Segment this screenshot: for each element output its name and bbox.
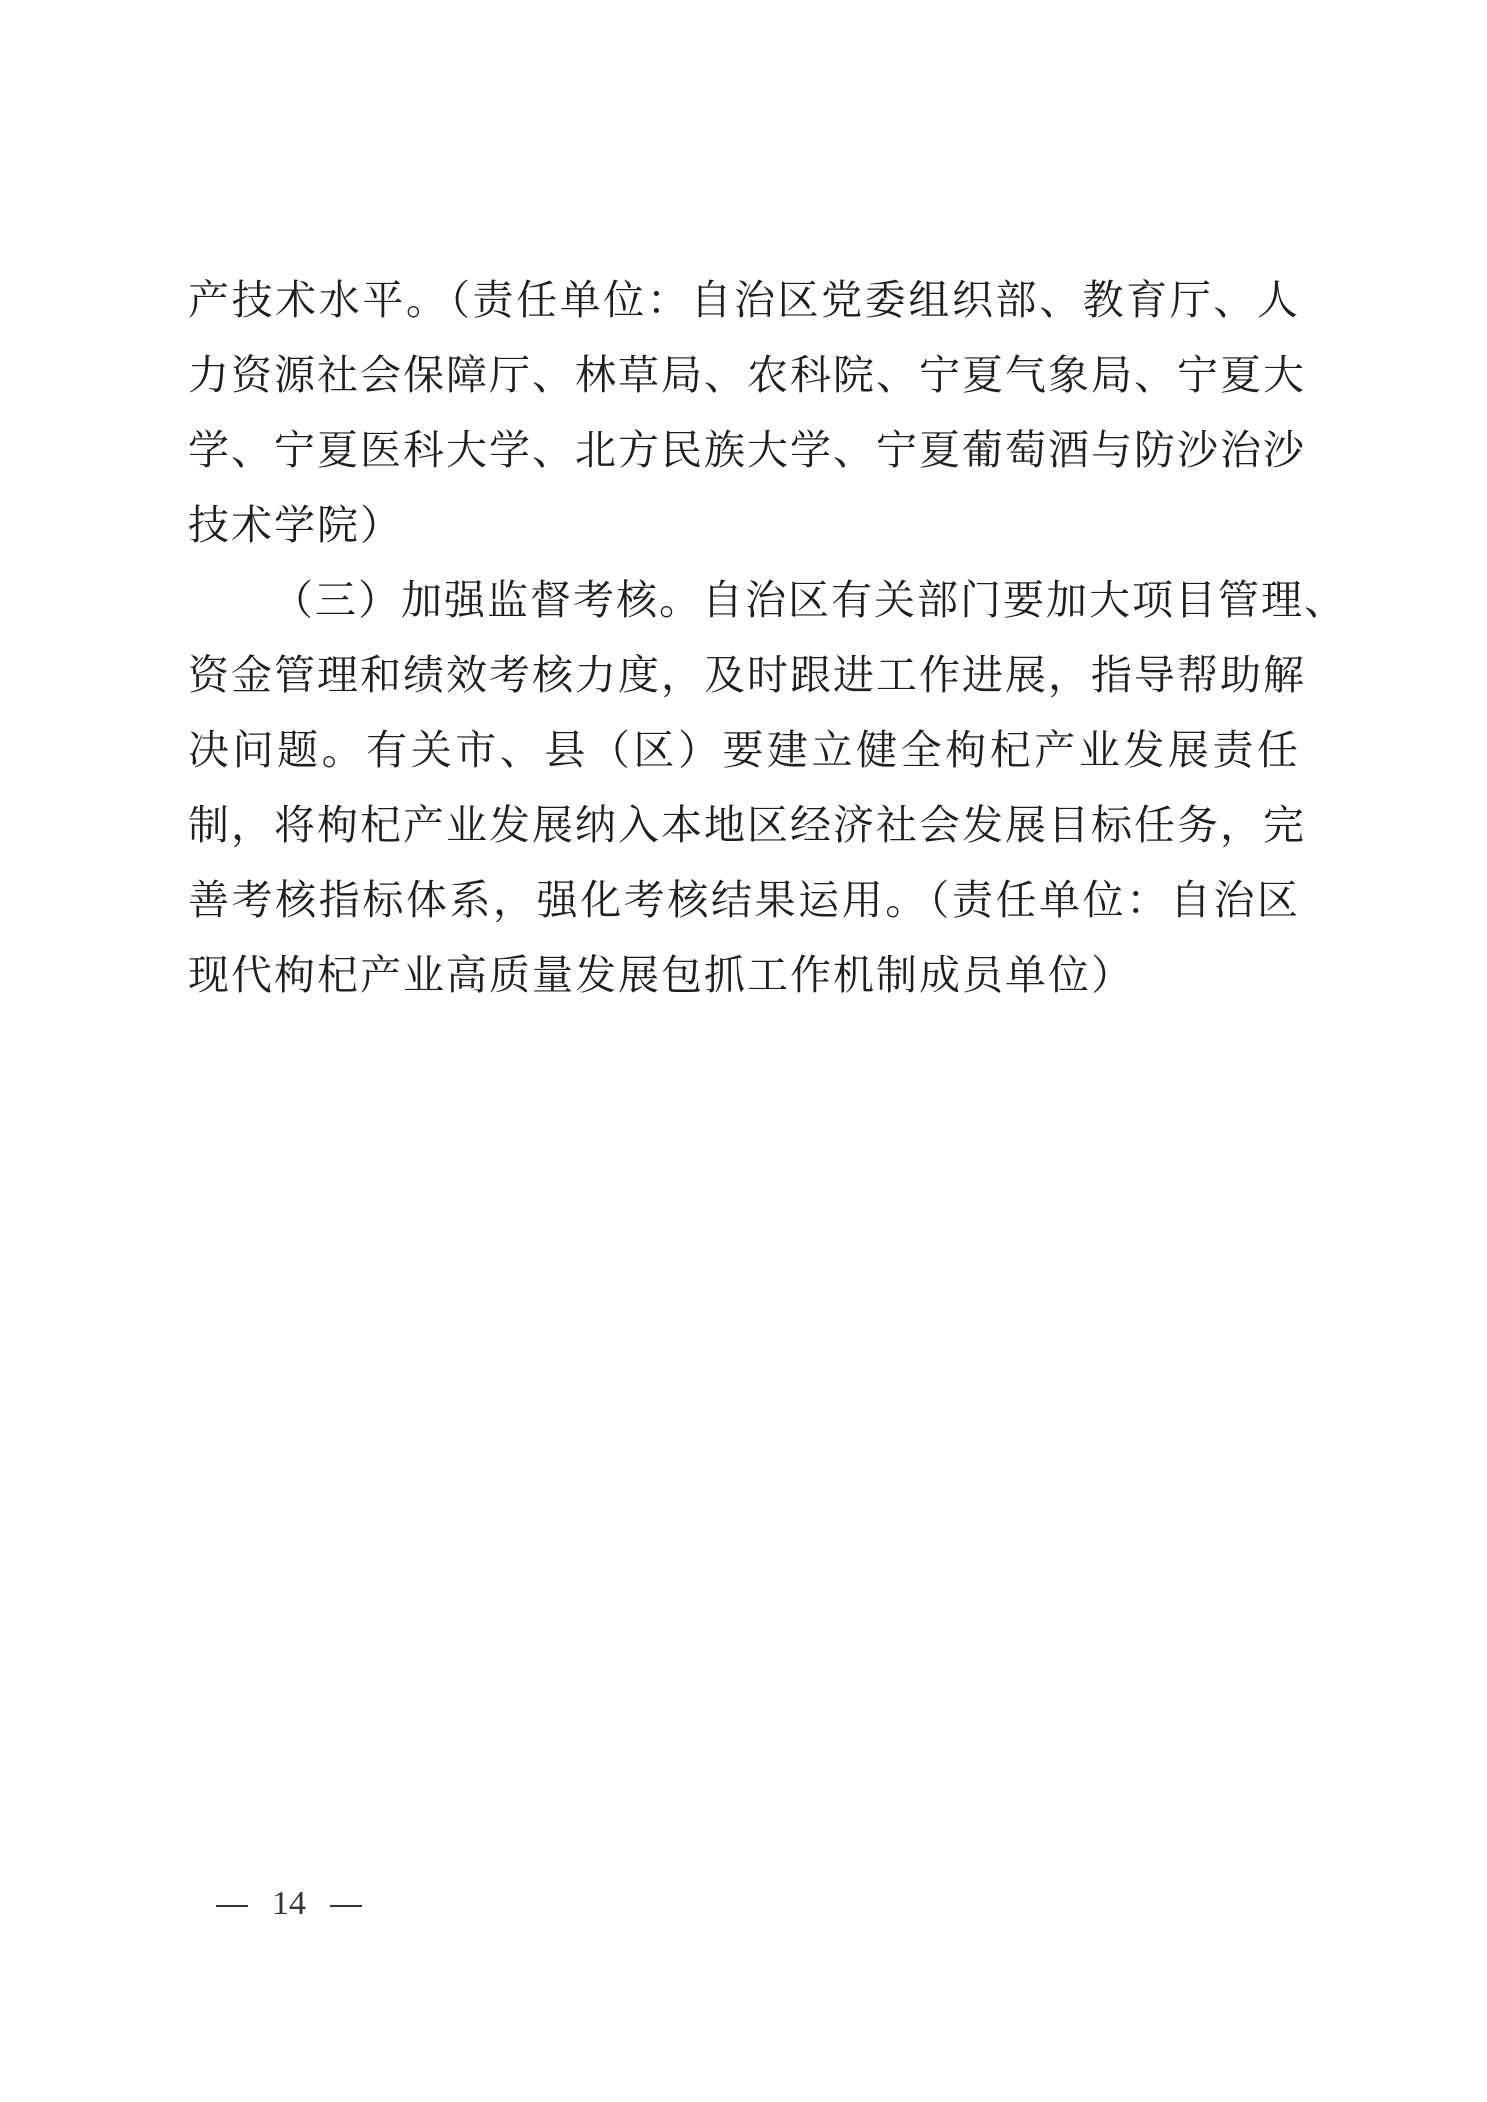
paragraph-line-1: 产技术水平。（责任单位：自治区党委组织部、教育厅、人	[188, 276, 1300, 324]
paragraph-line-6: 资金管理和绩效考核力度，及时跟进工作进展，指导帮助解	[188, 651, 1306, 699]
paragraph-line-10: 现代枸杞产业高质量发展包抓工作机制成员单位）	[188, 951, 1134, 999]
paragraph-line-8: 制，将枸杞产业发展纳入本地区经济社会发展目标任务，完	[188, 801, 1306, 849]
paragraph-line-4: 技术学院）	[188, 501, 403, 549]
dash-right	[330, 1905, 362, 1907]
dash-left	[216, 1905, 248, 1907]
paragraph-line-9: 善考核指标体系，强化考核结果运用。（责任单位：自治区	[188, 876, 1300, 924]
section-heading-line: （三）加强监督考核。自治区有关部门要加大项目管理、	[272, 576, 1347, 624]
paragraph-line-2: 力资源社会保障厅、林草局、农科院、宁夏气象局、宁夏大	[188, 351, 1306, 399]
page-number	[192, 1880, 386, 1928]
paragraph-line-3: 学、宁夏医科大学、北方民族大学、宁夏葡萄酒与防沙治沙	[188, 426, 1306, 474]
page-number-text: 14	[272, 1885, 306, 1922]
paragraph-line-7: 决问题。有关市、县（区）要建立健全枸杞产业发展责任	[188, 726, 1300, 774]
